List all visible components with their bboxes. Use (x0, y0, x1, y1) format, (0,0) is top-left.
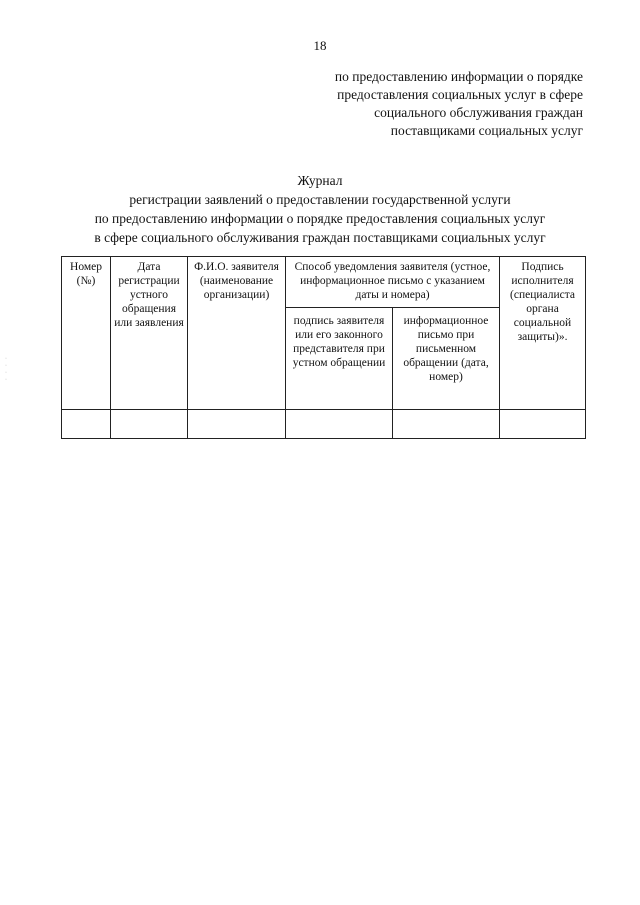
table-row (62, 410, 586, 439)
column-header-notification-oral: подпись заявителя или его законного представителя при устном обращении (286, 308, 393, 410)
document-heading (263, 68, 583, 140)
column-header-number: Номер (№) (62, 257, 111, 410)
column-header-notification: Способ уведомления заявителя (устное, информационное письмо с указанием даты и номера) (286, 257, 500, 308)
journal-subtitle-line: по предоставлению информации о порядке предоставления социальных услуг (94, 211, 546, 226)
heading-line: по предоставлению информации о порядке (334, 69, 583, 84)
journal-subtitle-line: в сфере социального обслуживания граждан поставщиками социальных услуг (94, 230, 546, 245)
journal-subtitle-line: регистрации заявлений о предоставлении государственной услуги (129, 192, 511, 207)
table-cell (111, 410, 188, 439)
journal-title-block (0, 171, 640, 247)
table-cell (286, 410, 393, 439)
column-header-applicant: Ф.И.О. заявителя (наименование организации) (188, 257, 286, 410)
heading-line: поставщиками социальных услуг (390, 123, 583, 138)
table-header-row (62, 257, 586, 308)
heading-line: предоставления социальных услуг в сфере (337, 87, 583, 102)
margin-scan-marks: · · · · (5, 356, 7, 383)
journal-title: Журнал (297, 173, 343, 188)
table-cell (188, 410, 286, 439)
table-cell (500, 410, 586, 439)
page-number: 18 (313, 38, 327, 53)
registry-table (61, 256, 586, 439)
table-cell (62, 410, 111, 439)
table-cell (393, 410, 500, 439)
column-header-executor: Подпись исполнителя (специалиста органа социальной защиты)». (500, 257, 586, 410)
column-header-date: Дата регистрации устного обращения или заявления (111, 257, 188, 410)
heading-line: социального обслуживания граждан (374, 105, 583, 120)
column-header-notification-letter: информационное письмо при письменном обращении (дата, номер) (393, 308, 500, 410)
